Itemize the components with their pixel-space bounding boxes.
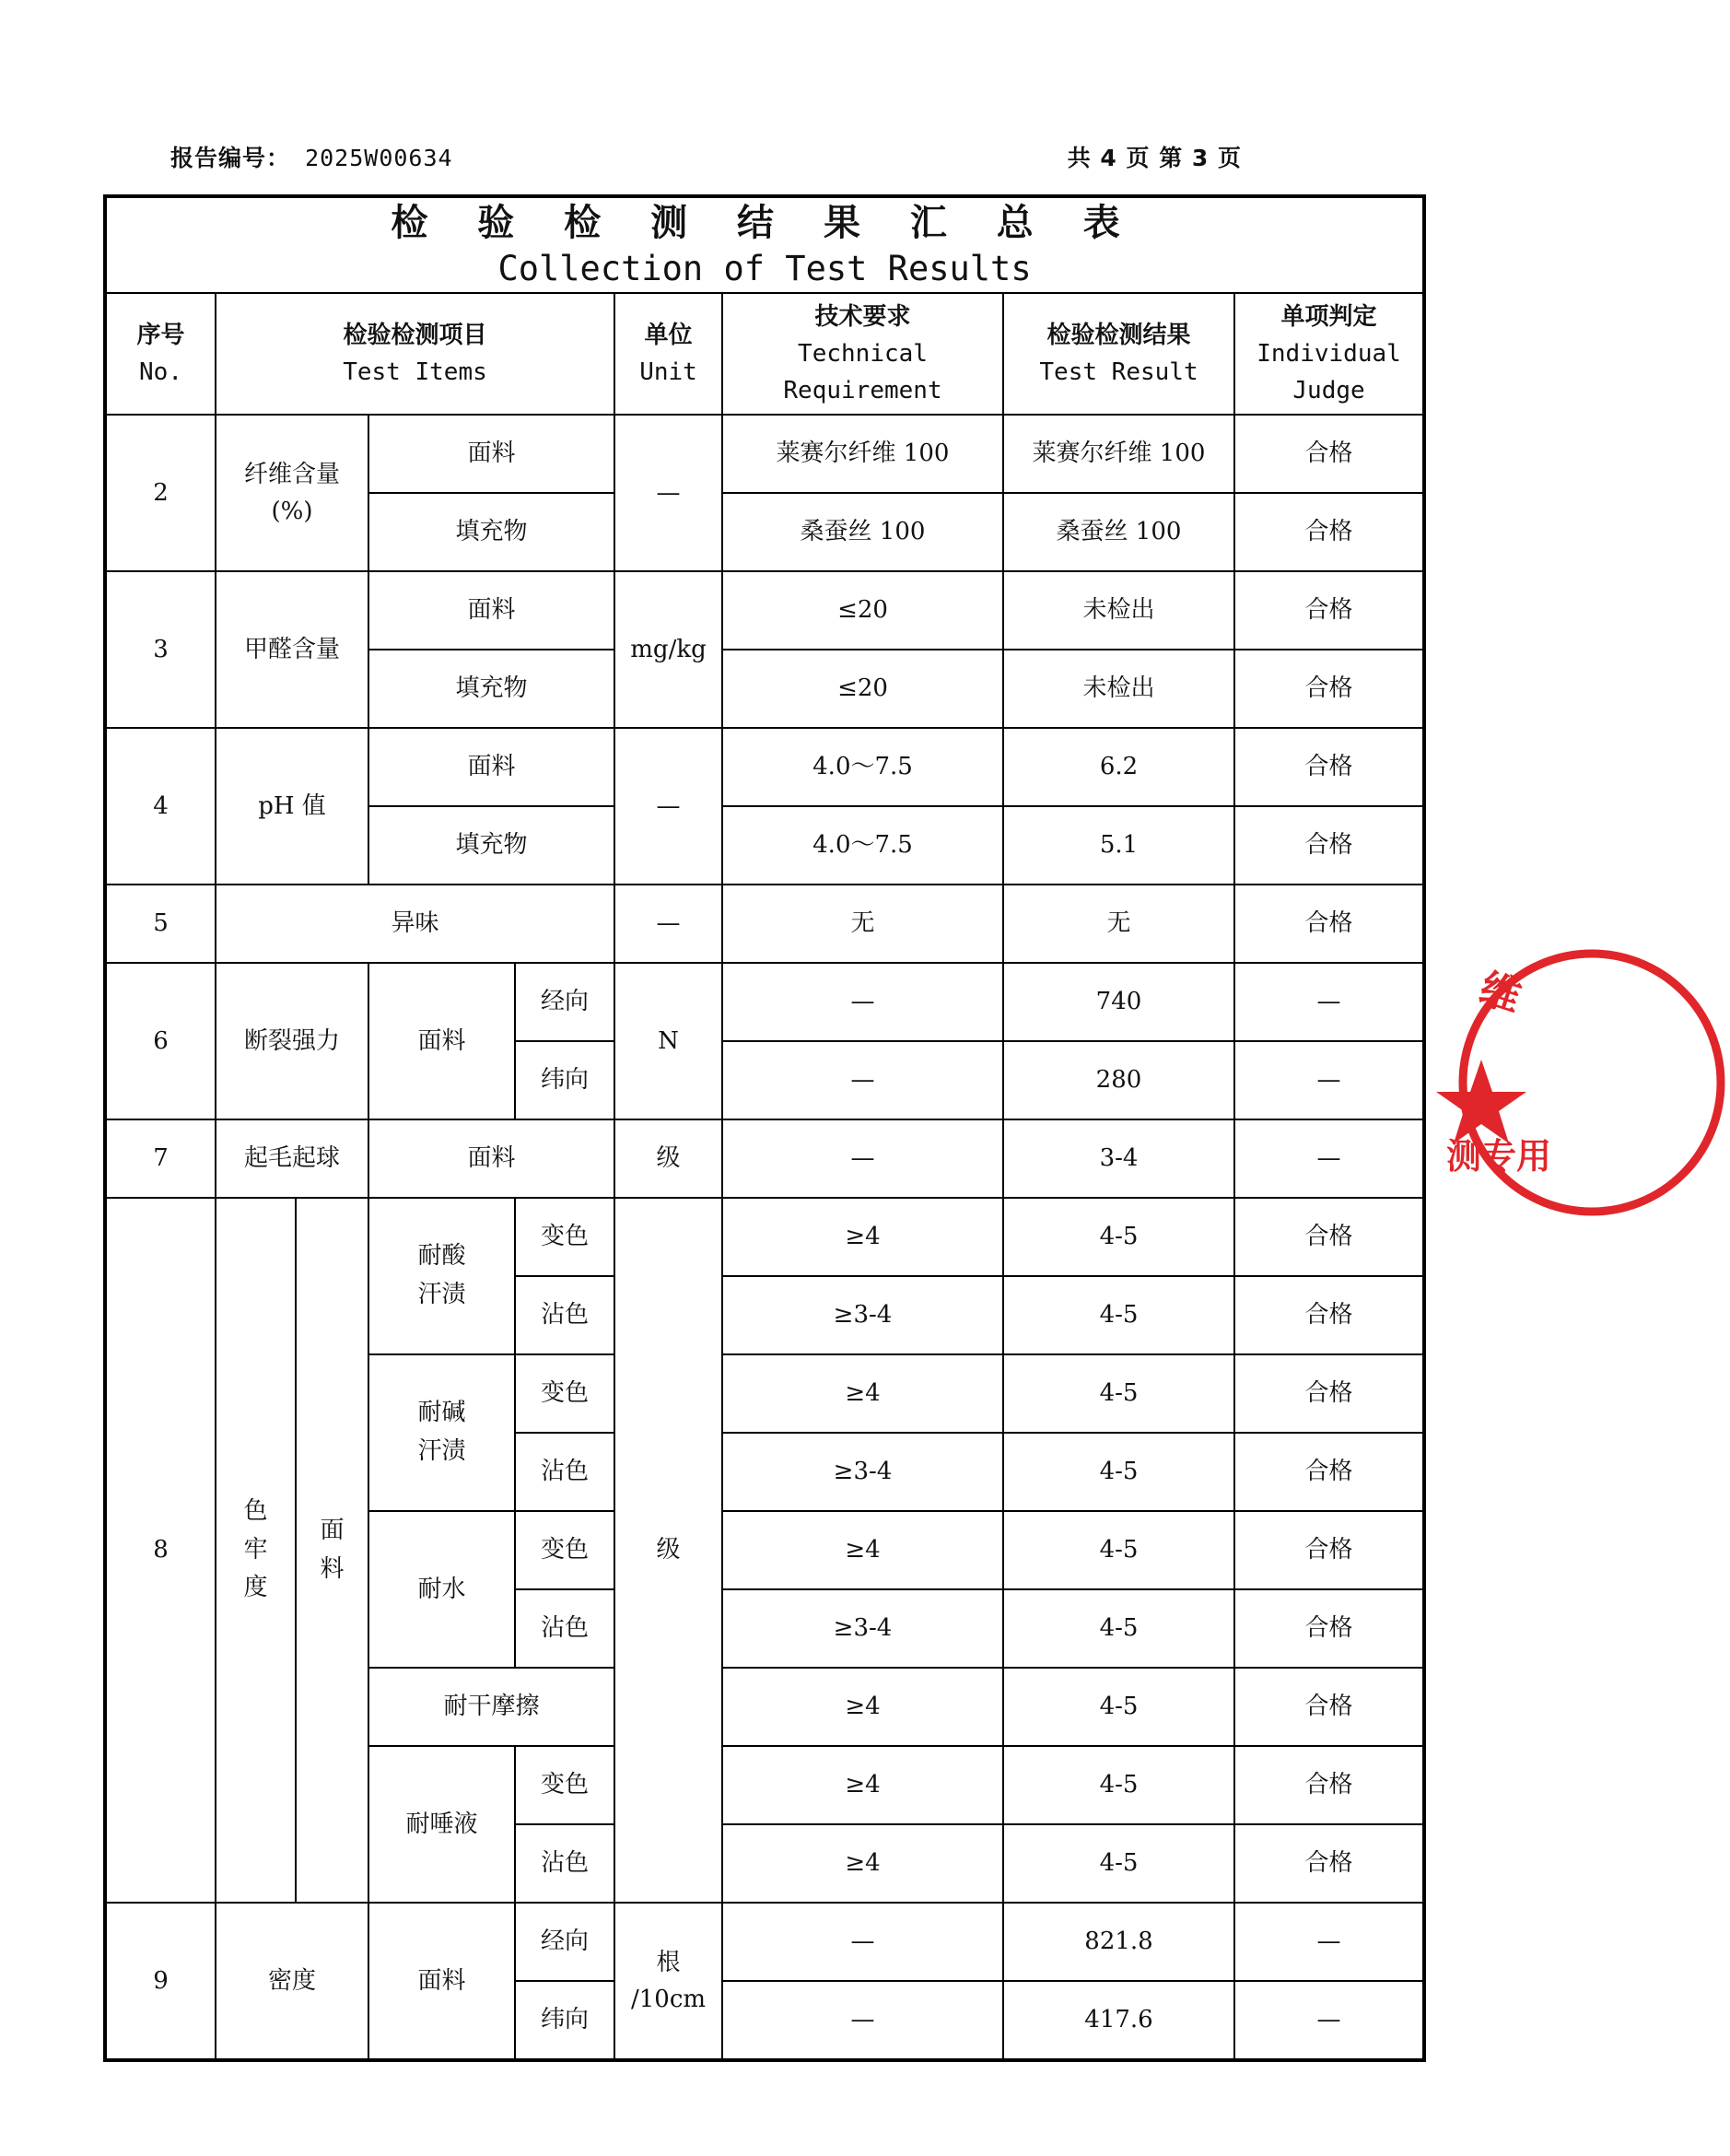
row-judge: — — [1234, 1041, 1424, 1119]
row-requirement: — — [722, 1119, 1003, 1198]
row-unit: — — [614, 885, 722, 963]
row-result: 桑蚕丝 100 — [1003, 493, 1234, 571]
row-sub: 填充物 — [368, 493, 614, 571]
row-unit: — — [614, 415, 722, 571]
row-result: 4-5 — [1003, 1433, 1234, 1511]
row-no: 7 — [105, 1119, 216, 1198]
row-result: 3-4 — [1003, 1119, 1234, 1198]
row-result: 6.2 — [1003, 728, 1234, 806]
row-requirement: ≥3-4 — [722, 1276, 1003, 1354]
column-header-row — [105, 293, 1424, 415]
row-judge: 合格 — [1234, 1511, 1424, 1589]
row-result: 280 — [1003, 1041, 1234, 1119]
row-direction: 经向 — [515, 963, 614, 1041]
row-result: 未检出 — [1003, 650, 1234, 728]
page-count — [1068, 140, 1242, 173]
col-header-no: 序号 No. — [105, 293, 216, 415]
report-number-value: 2025W00634 — [305, 145, 453, 171]
row-requirement: — — [722, 963, 1003, 1041]
row-result: 莱赛尔纤维 100 — [1003, 415, 1234, 493]
row-item: 异味 — [216, 885, 614, 963]
row-result: 5.1 — [1003, 806, 1234, 885]
row-judge: 合格 — [1234, 1824, 1424, 1903]
row-no: 9 — [105, 1903, 216, 2060]
row-judge: — — [1234, 963, 1424, 1041]
col-header-result: 检验检测结果 Test Result — [1003, 293, 1234, 415]
row-change: 变色 — [515, 1198, 614, 1276]
row-stain: 沾色 — [515, 1433, 614, 1511]
row-requirement: 4.0～7.5 — [722, 806, 1003, 885]
col-header-requirement: 技术要求 Technical Requirement — [722, 293, 1003, 415]
row-judge: — — [1234, 1903, 1424, 1981]
row-requirement: ≥4 — [722, 1824, 1003, 1903]
page-count-text: 共 4 页 第 3 页 — [1067, 145, 1242, 171]
row-result: 4-5 — [1003, 1511, 1234, 1589]
row-result: 4-5 — [1003, 1824, 1234, 1903]
row-judge: — — [1234, 1119, 1424, 1198]
row-unit: mg/kg — [614, 571, 722, 728]
row-no: 4 — [105, 728, 216, 885]
row-direction: 纬向 — [515, 1981, 614, 2060]
row-requirement: — — [722, 1981, 1003, 2060]
row-requirement: ≥4 — [722, 1668, 1003, 1746]
row-judge: 合格 — [1234, 806, 1424, 885]
row-result: 4-5 — [1003, 1276, 1234, 1354]
row-sub: 面料 — [368, 571, 614, 650]
row-sub: 填充物 — [368, 650, 614, 728]
row-requirement: 莱赛尔纤维 100 — [722, 415, 1003, 493]
row-requirement: ≥4 — [722, 1198, 1003, 1276]
table-row — [105, 571, 1424, 650]
row-direction: 纬向 — [515, 1041, 614, 1119]
row-requirement: ≤20 — [722, 650, 1003, 728]
row-judge: 合格 — [1234, 1746, 1424, 1824]
row-requirement: ≤20 — [722, 571, 1003, 650]
row-sub: 面料 — [368, 963, 515, 1119]
row-judge: 合格 — [1234, 1276, 1424, 1354]
row-judge: 合格 — [1234, 493, 1424, 571]
seal-text-top: 维 — [1473, 964, 1527, 1023]
row-judge: 合格 — [1234, 415, 1424, 493]
row-sub: 面料 — [296, 1198, 368, 1903]
row-stain: 沾色 — [515, 1276, 614, 1354]
row-result: 未检出 — [1003, 571, 1234, 650]
row-no: 3 — [105, 571, 216, 728]
row-requirement: ≥4 — [722, 1354, 1003, 1433]
col-header-unit: 单位 Unit — [614, 293, 722, 415]
row-test-saliva: 耐唾液 — [368, 1746, 515, 1903]
row-item: 密度 — [216, 1903, 368, 2060]
row-stain: 沾色 — [515, 1824, 614, 1903]
row-judge: 合格 — [1234, 885, 1424, 963]
report-number — [170, 140, 453, 173]
row-item: 色牢度 — [216, 1198, 296, 1903]
row-sub: 面料 — [368, 415, 614, 493]
row-result: 无 — [1003, 885, 1234, 963]
row-item: pH 值 — [216, 728, 368, 885]
row-test-acid: 耐酸汗渍 — [368, 1198, 515, 1354]
row-direction: 经向 — [515, 1903, 614, 1981]
row-test-alkali: 耐碱汗渍 — [368, 1354, 515, 1511]
row-change: 变色 — [515, 1511, 614, 1589]
row-change: 变色 — [515, 1746, 614, 1824]
row-judge: 合格 — [1234, 1668, 1424, 1746]
row-requirement: 桑蚕丝 100 — [722, 493, 1003, 571]
row-unit: 级 — [614, 1198, 722, 1903]
row-test-water: 耐水 — [368, 1511, 515, 1668]
row-result: 4-5 — [1003, 1668, 1234, 1746]
table-title-zh: 检 验 检 测 结 果 汇 总 表 — [391, 201, 1139, 244]
table-row — [105, 415, 1424, 493]
row-requirement: 无 — [722, 885, 1003, 963]
row-result: 4-5 — [1003, 1354, 1234, 1433]
row-requirement: — — [722, 1903, 1003, 1981]
row-item: 甲醛含量 — [216, 571, 368, 728]
row-no: 6 — [105, 963, 216, 1119]
row-judge: 合格 — [1234, 650, 1424, 728]
row-item: 纤维含量 (%) — [216, 415, 368, 571]
row-requirement: ≥4 — [722, 1746, 1003, 1824]
row-judge: 合格 — [1234, 1354, 1424, 1433]
row-judge: 合格 — [1234, 728, 1424, 806]
table-title — [105, 196, 1424, 293]
row-unit: 级 — [614, 1119, 722, 1198]
row-result: 417.6 — [1003, 1981, 1234, 2060]
row-judge: — — [1234, 1981, 1424, 2060]
row-judge: 合格 — [1234, 571, 1424, 650]
row-judge: 合格 — [1234, 1198, 1424, 1276]
row-result: 4-5 — [1003, 1746, 1234, 1824]
row-sub: 面料 — [368, 728, 614, 806]
table-row — [105, 885, 1424, 963]
row-sub: 面料 — [368, 1119, 614, 1198]
report-number-label: 报告编号： — [170, 145, 291, 171]
row-unit: 根 /10cm — [614, 1903, 722, 2060]
seal-text-bottom: 测专用 — [1446, 1136, 1552, 1177]
row-result: 821.8 — [1003, 1903, 1234, 1981]
results-table — [103, 194, 1426, 2062]
row-requirement: 4.0～7.5 — [722, 728, 1003, 806]
col-header-item: 检验检测项目 Test Items — [216, 293, 614, 415]
table-row — [105, 1198, 1424, 1276]
row-stain: 沾色 — [515, 1589, 614, 1668]
row-result: 4-5 — [1003, 1198, 1234, 1276]
row-change: 变色 — [515, 1354, 614, 1433]
row-no: 8 — [105, 1198, 216, 1903]
row-requirement: ≥3-4 — [722, 1589, 1003, 1668]
table-title-en: Collection of Test Results — [497, 248, 1032, 288]
row-requirement: — — [722, 1041, 1003, 1119]
row-item: 断裂强力 — [216, 963, 368, 1119]
row-result: 4-5 — [1003, 1589, 1234, 1668]
row-unit: — — [614, 728, 722, 885]
row-item: 起毛起球 — [216, 1119, 368, 1198]
table-row — [105, 1903, 1424, 1981]
row-sub: 填充物 — [368, 806, 614, 885]
row-requirement: ≥4 — [722, 1511, 1003, 1589]
row-requirement: ≥3-4 — [722, 1433, 1003, 1511]
row-test-dry-rub: 耐干摩擦 — [368, 1668, 614, 1746]
table-row — [105, 1119, 1424, 1198]
table-row — [105, 728, 1424, 806]
row-no: 2 — [105, 415, 216, 571]
row-judge: 合格 — [1234, 1433, 1424, 1511]
col-header-judge: 单项判定 Individual Judge — [1234, 293, 1424, 415]
table-row — [105, 963, 1424, 1041]
row-sub: 面料 — [368, 1903, 515, 2060]
row-result: 740 — [1003, 963, 1234, 1041]
row-judge: 合格 — [1234, 1589, 1424, 1668]
row-no: 5 — [105, 885, 216, 963]
row-unit: N — [614, 963, 722, 1119]
official-seal-icon — [1446, 944, 1730, 1221]
